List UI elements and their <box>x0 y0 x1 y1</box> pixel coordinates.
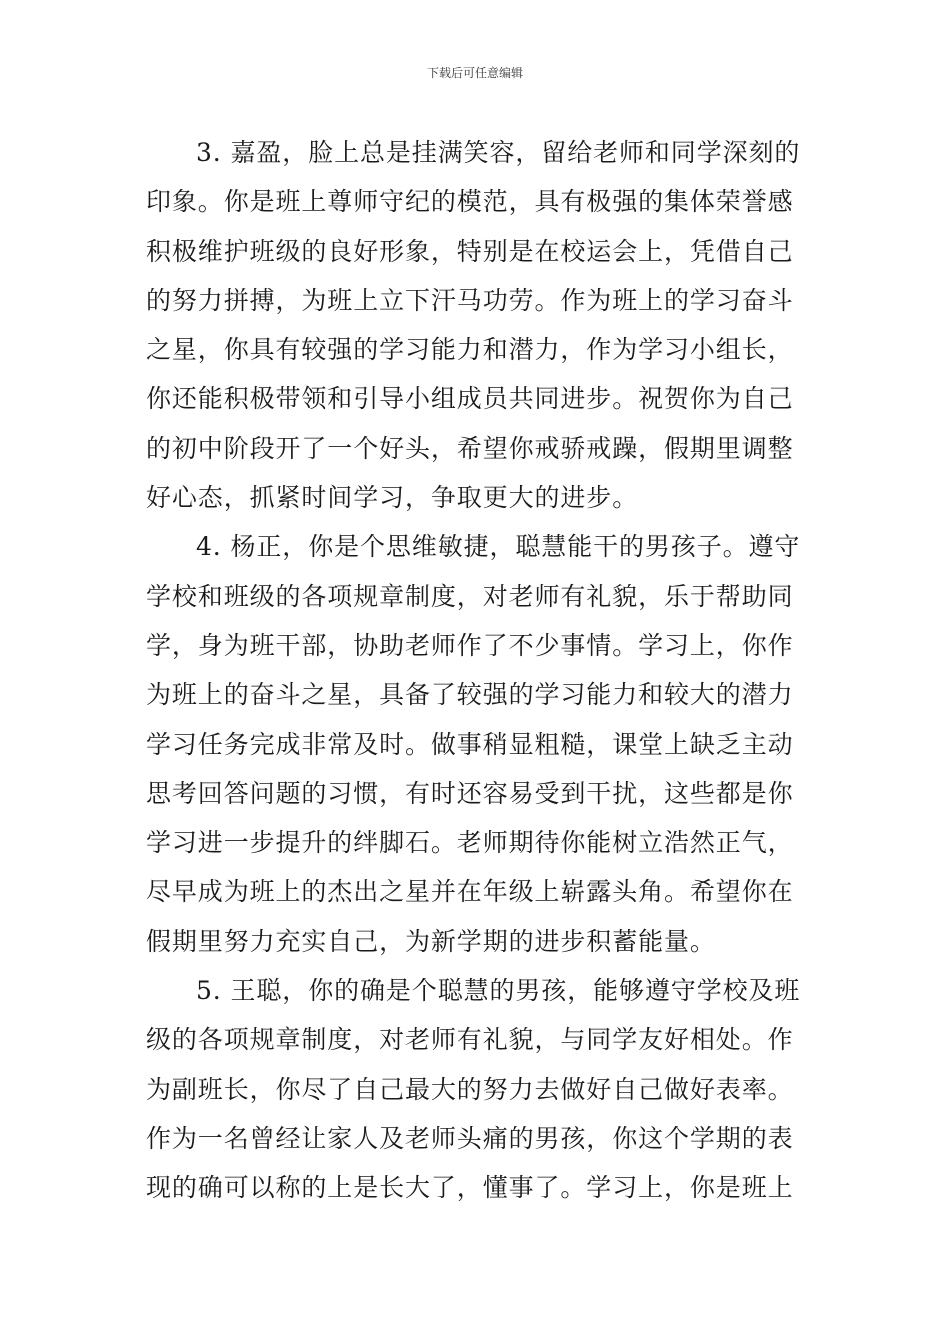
text-line: 级的各项规章制度，对老师有礼貌，与同学友好相处。作 <box>146 1025 794 1055</box>
text-line: 作为一名曾经让家人及老师头痛的男孩，你这个学期的表 <box>146 1123 794 1153</box>
text-line: 学，身为班干部，协助老师作了不少事情。学习上，你作 <box>146 630 794 660</box>
document-body <box>146 128 810 1213</box>
paragraph-3 <box>146 128 810 522</box>
text-line: 现的确可以称的上是长大了，懂事了。学习上，你是班上 <box>146 1173 794 1203</box>
text-line: 尽早成为班上的杰出之星并在年级上崭露头角。希望你在 <box>146 877 794 907</box>
paragraph-5 <box>146 966 810 1212</box>
text-line: 假期里努力充实自己，为新学期的进步积蓄能量。 <box>146 926 716 956</box>
text-line: 积极维护班级的良好形象，特别是在校运会上，凭借自己 <box>146 236 794 266</box>
text-line: 学习进一步提升的绊脚石。老师期待你能树立浩然正气， <box>146 828 794 858</box>
text-line: 学校和班级的各项规章制度，对老师有礼貌，乐于帮助同 <box>146 581 794 611</box>
text-line: 学习任务完成非常及时。做事稍显粗糙，课堂上缺乏主动 <box>146 729 794 759</box>
text-line: 你还能积极带领和引导小组成员共同进步。祝贺你为自己 <box>146 384 794 414</box>
text-line: 印象。你是班上尊师守纪的模范，具有极强的集体荣誉感 <box>146 187 794 217</box>
text-line: 之星，你具有较强的学习能力和潜力，作为学习小组长， <box>146 335 794 365</box>
text-line: 思考回答问题的习惯，有时还容易受到干扰，这些都是你 <box>146 778 794 808</box>
text-line: 为副班长，你尽了自己最大的努力去做好自己做好表率。 <box>146 1074 794 1104</box>
page-header: 下载后可任意编辑 <box>426 66 523 80</box>
text-line: 4. 杨正，你是个思维敏捷，聪慧能干的男孩子。遵守 <box>196 532 801 562</box>
text-line: 为班上的奋斗之星，具备了较强的学习能力和较大的潜力 <box>146 680 794 710</box>
text-line: 的努力拼搏，为班上立下汗马功劳。作为班上的学习奋斗 <box>146 285 794 315</box>
paragraph-4 <box>146 522 810 966</box>
text-line: 的初中阶段开了一个好头，希望你戒骄戒躁，假期里调整 <box>146 433 794 463</box>
text-line: 好心态，抓紧时间学习，争取更大的进步。 <box>146 483 639 513</box>
text-line: 5. 王聪，你的确是个聪慧的男孩，能够遵守学校及班 <box>196 976 801 1006</box>
text-line: 3. 嘉盈，脸上总是挂满笑容，留给老师和同学深刻的 <box>196 138 801 167</box>
